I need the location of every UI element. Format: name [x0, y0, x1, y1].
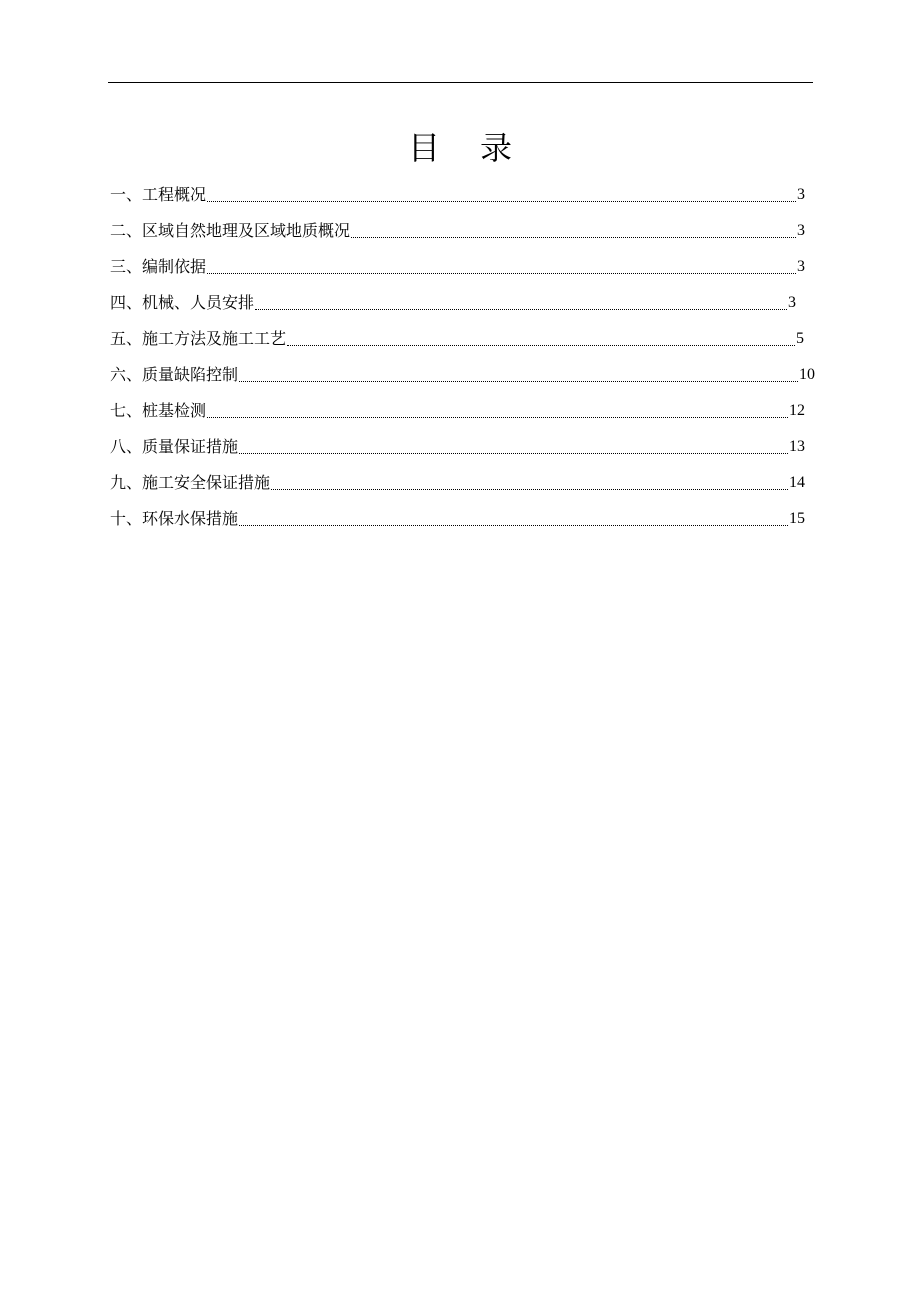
toc-entry-7[interactable] [110, 397, 805, 421]
toc-page-number: 3 [788, 294, 796, 311]
toc-leader-dots [207, 273, 796, 274]
toc-page-number: 3 [797, 222, 805, 239]
toc-entry-5[interactable] [110, 325, 804, 349]
toc-entry-4[interactable] [110, 289, 796, 313]
toc-entry-label: 八、质量保证措施 [110, 437, 239, 456]
toc-entry-label: 一、工程概况 [110, 185, 207, 204]
toc-entry-label: 七、桩基检测 [110, 401, 207, 420]
toc-entry-label: 五、施工方法及施工工艺 [110, 329, 287, 348]
toc-leader-dots [207, 201, 796, 202]
toc-leader-dots [287, 345, 795, 346]
toc-page-number: 12 [789, 402, 805, 419]
toc-leader-dots [207, 417, 788, 418]
toc-leader-dots [351, 237, 796, 238]
toc-page-number: 3 [797, 186, 805, 203]
toc-entry-10[interactable] [110, 505, 805, 529]
toc-entry-3[interactable] [110, 253, 805, 277]
toc-entry-label: 九、施工安全保证措施 [110, 473, 271, 492]
toc-entry-9[interactable] [110, 469, 805, 493]
toc-page-number: 14 [789, 474, 805, 491]
toc-page-number: 3 [797, 258, 805, 275]
toc-entry-1[interactable] [110, 181, 805, 205]
toc-leader-dots [271, 489, 788, 490]
toc-page-number: 15 [789, 510, 805, 527]
toc-entry-label: 三、编制依据 [110, 257, 207, 276]
toc-entry-6[interactable] [110, 361, 815, 385]
page-title-part-2: 录 [480, 129, 513, 167]
toc-entry-label: 六、质量缺陷控制 [110, 365, 239, 384]
toc-leader-dots [239, 525, 788, 526]
toc-page-number: 5 [796, 330, 804, 347]
toc-page-number: 10 [799, 366, 815, 383]
toc-entry-2[interactable] [110, 217, 805, 241]
page-title-part-1: 目 [407, 129, 440, 167]
toc-entry-label: 四、机械、人员安排 [110, 293, 255, 312]
table-of-contents [0, 0, 920, 600]
toc-entry-8[interactable] [110, 433, 805, 457]
toc-entry-label: 二、区域自然地理及区域地质概况 [110, 221, 351, 240]
toc-leader-dots [239, 453, 788, 454]
toc-leader-dots [255, 309, 787, 310]
toc-entry-label: 十、环保水保措施 [110, 509, 239, 528]
toc-page-number: 13 [789, 438, 805, 455]
toc-leader-dots [239, 381, 798, 382]
